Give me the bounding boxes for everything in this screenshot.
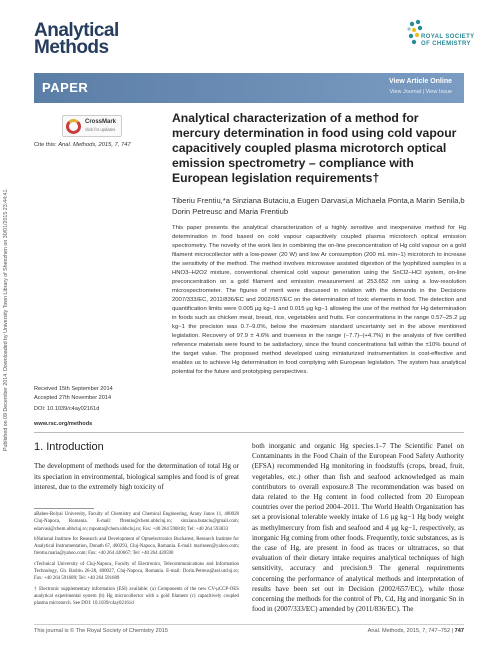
received-date: Received 15th September 2014	[34, 386, 113, 392]
crossmark-label: CrossMark	[85, 119, 117, 125]
article-type-label: PAPER	[42, 80, 89, 95]
crossmark-button[interactable]	[62, 115, 122, 137]
download-note: Published on 09 December 2014. Downloaded by University Town Library of Shenzhen on 30/01/2015 23:44:41.	[3, 188, 9, 452]
copyright-notice: This journal is © The Royal Society of Chemistry 2015	[34, 628, 168, 634]
journal-name-line1: Analytical	[34, 20, 119, 41]
section-heading-introduction: 1. Introduction	[34, 441, 104, 453]
received-dates	[34, 385, 113, 402]
footnote-affiliation-b: bNational Institute for Research and Development of Optoelectronics Bucharest, Research Institute for Analytical Instrumentation, Donath 67, 400293, Cluj-Napoca, Romania. E-mail: marinsen@yahoo.com; frentiu.maria@yahoo.com; Fax: +40 264 420667; Tel: +40 264 420590	[34, 536, 239, 557]
crossmark-sub: click for updates	[85, 127, 116, 132]
author-list: Tiberiu Frentiu,*a Sinziana Butaciu,a Eugen Darvasi,a Michaela Ponta,a Marin Senila,b Dorin Petreusc and Maria Frentiub	[172, 196, 465, 216]
footnote-divider	[34, 508, 94, 509]
footnote-affiliation-a: aBabes-Bolyai University, Faculty of Chemistry and Chemical Engineering, Arany Janos 11, 400028 Cluj-Napoca, Romania. E-mail: ffrentiu@chem.ubbcluj.ro; sinziana.butaciu@gmail.com; edarvasi@chem.ubbcluj.ro; mponta@chem.ubbcluj.ro; Fax: +40 264 590818; Tel: +40 264 593833	[34, 512, 239, 532]
journal-url-link[interactable]: www.rsc.org/methods	[34, 421, 93, 427]
view-article-online-link[interactable]: View Article Online	[388, 78, 452, 85]
crossmark-icon	[66, 119, 81, 134]
footer-reference: Anal. Methods, 2015, 7, 747–752 | 747	[367, 628, 464, 634]
introduction-paragraph: The development of methods used for the determination of total Hg or its speciation in environmental, biological samples and food is of great interest, due to the extremely high toxicity of	[34, 462, 239, 491]
footnote-esi: † Electronic supplementary information (ESI) available: (a) Components of the new CV-μCCP-OES analytical experimental system (b) Hg microcollector with a gold filament (c) capacitively coupled plasma microtorch. See DOI: 10.1039/c4ay02161d	[34, 586, 239, 607]
article-title: Analytical characterization of a method for mercury determination in food using cold vapour capacitively coupled plasma microtorch optical emission spectrometry – compliance with European legislation requirements†	[172, 111, 457, 185]
journal-logo[interactable]	[34, 22, 119, 56]
introduction-column-2: both inorganic and organic Hg species.1–7 The Scientific Panel on Contaminants in the Food Chain of the European Food Safety Authority (EFSA) recommended Hg monitoring in foodstuffs (crops, bread, fruit, vegetables, etc.) other than fish and seafood acknowledged as main contributors to overall exposure.8 The recommendation was based on data related to the Hg content in food collected from 20 European countries over the period 2004–2011. The World Health Organization has set a provisional tolerable weekly intake of 1.6 μg kg−1 Hg body weight as methylmercury from fish and seafood and 4 μg kg−1, respectively, as inorganic Hg coming from other foods. Frequently, toxic substances, as is the case of Hg, are present in food as traces or ultratraces, so that evaluation of their dietary intake requires analytical techniques of high sensitivity, accuracy and precision.9 The general requirements concerning the performance of analytical methods and interpretation of results have been set out in Decision (2002/657/EC), while those concerning the methods for the control of Pb, Cd, Hg and inorganic Sn in food in (2007/333/EC) amended by (2011/836/EC). The	[252, 442, 464, 614]
footnotes	[34, 511, 239, 611]
footnote-affiliation-c: cTechnical University of Cluj-Napoca, Faculty of Electronics, Telecommunications and Information Technology, Gh. Baritiu 26-28, 400027, Cluj-Napoca, Romania. E-mail: Dorin.Petreus@ael.utcluj.ro; Fax: +40 264 591689; Tel: +40 264 591689	[34, 561, 239, 582]
citation: Cite this: Anal. Methods, 2015, 7, 747	[34, 142, 131, 148]
page-footer	[34, 624, 464, 638]
accepted-date: Accepted 27th November 2014	[34, 394, 112, 401]
journal-name-line2: Methods	[34, 37, 109, 58]
abstract: This paper presents the analytical characterization of a highly sensitive and inexpensive method for Hg determination in food based on cold vapour capacitively coupled plasma microtorch optical emission spectrometry. The novelty of the work lies in combining the on-line preconcentration of Hg cold vapour on a gold filament microcollector with a low-power (20 W) and low Ar consumption (200 mL min−1) microtorch to increase the sensitivity of the method. The method involves microwave assisted digestion of the lyophilized samples in a HNO3–H2O2 mixture, conventional chemical cold vapour generation using the SnCl2–HCl system, on-line preconcentration on a gold filament and emission measurement at 253.652 nm using a low-resolution microspectrometer. The figures of merit were discussed in relation with the demands in the Decisions 2007/333/EC, 2011/836/EC and 2002/657/EC on the determination of toxic elements in food. The detection and quantification limits were 0.005 μg kg−1 and 0.015 μg kg−1 allowing the use of the method for Hg determination in foods such as chicken meat, bread, rice, vegetables and fruits. For concentrations in the range 0.57–25.2 μg kg−1 the precision was 0.7–9.0%, below the maximum standard uncertainty set in the above mentioned legislation. Recovery of 97.9 ± 4.6% and trueness in the range (−7.7)–(+4.7%) in the analysis of five certified reference materials were found to be satisfactory, since the found concentrations fall within the ±10% bound of the target value. The proposed method developed using miniaturized instrumentation is cost-effective and enables us to achieve Hg determination in food complying with European legislation. The system has analytical potential for the future and prototyping perspectives.	[172, 225, 466, 375]
article-type-banner	[34, 73, 464, 103]
doi-link[interactable]: DOI: 10.1039/c4ay02161d	[34, 406, 100, 412]
publisher-name: ROYAL SOCIETY OF CHEMISTRY	[421, 34, 475, 47]
view-journal-issue-link[interactable]: View Journal | View Issue	[389, 89, 452, 95]
section-divider	[34, 432, 464, 433]
page-number: 747	[454, 628, 464, 634]
